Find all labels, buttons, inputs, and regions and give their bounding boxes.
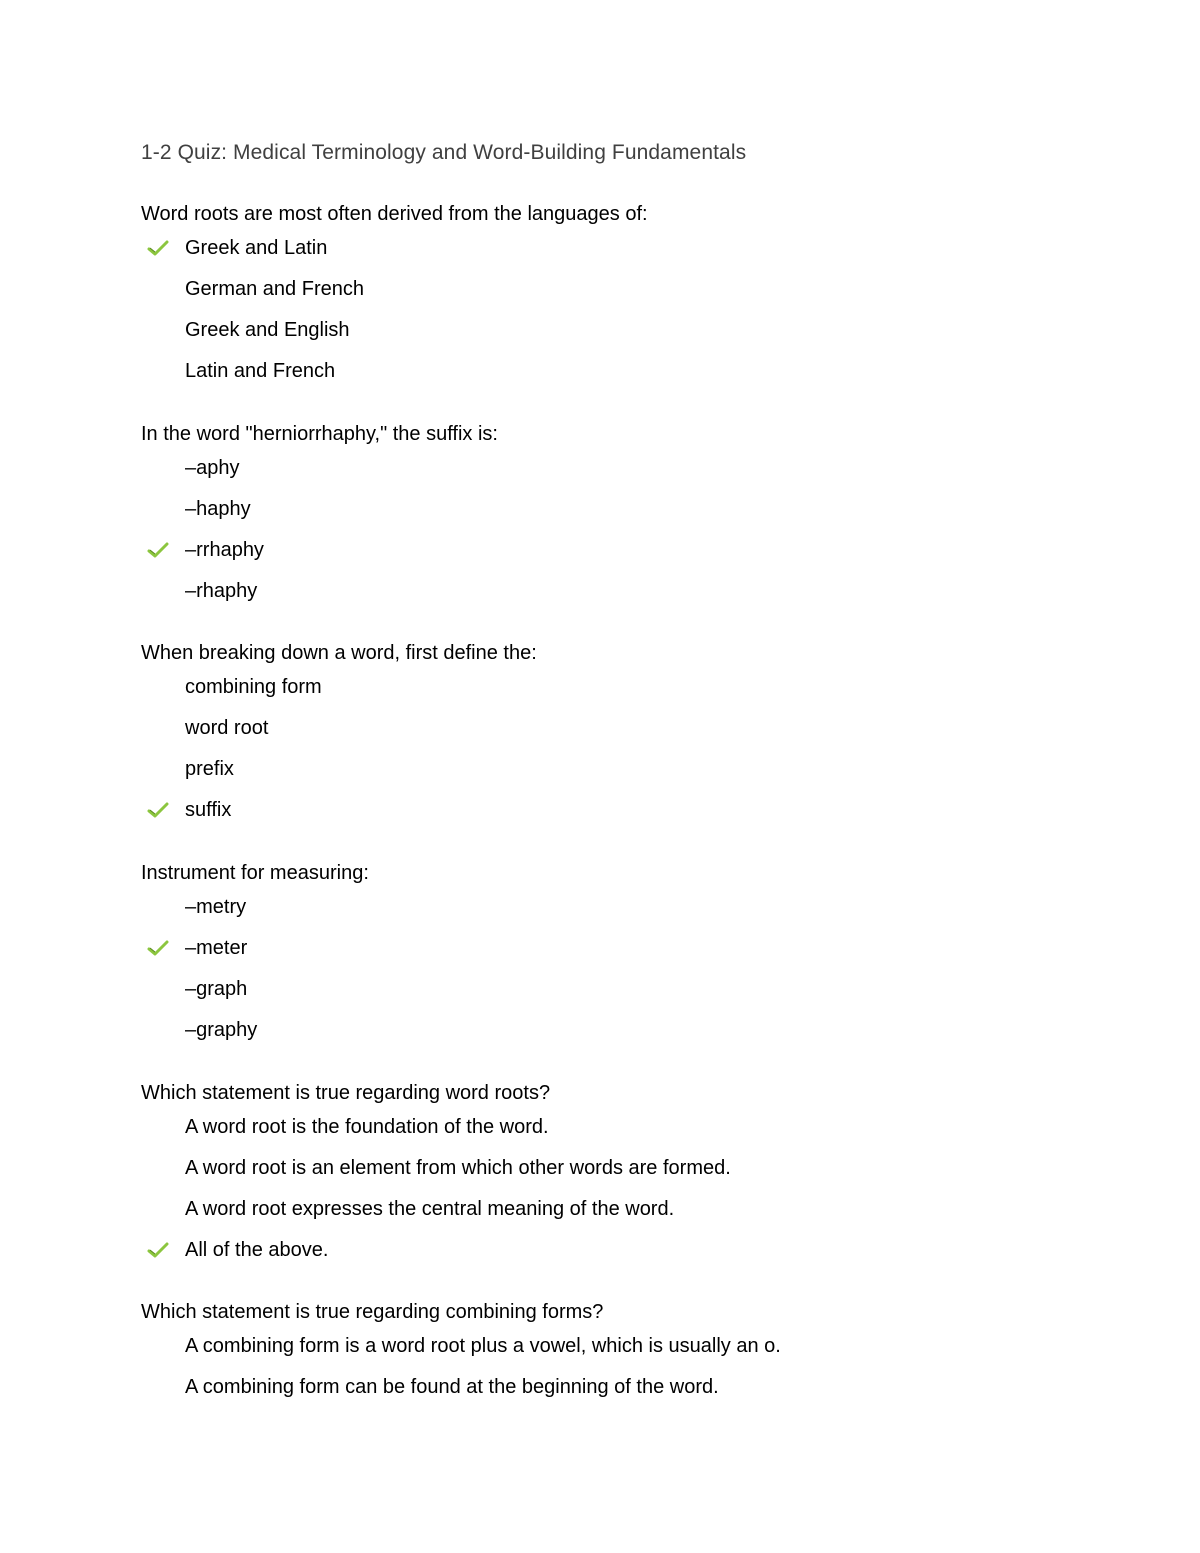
option-item[interactable] (141, 234, 1141, 275)
option-list (141, 1113, 1141, 1277)
checkmark-icon (147, 239, 169, 257)
option-item[interactable] (141, 1113, 1141, 1154)
option-label: A word root is an element from which other words are formed. (185, 1157, 731, 1179)
question-block (141, 859, 1141, 1057)
option-label: suffix (185, 799, 232, 821)
question-block (141, 200, 1141, 398)
option-label: A word root expresses the central meaning of the word. (185, 1198, 675, 1220)
option-label: All of the above. (185, 1239, 329, 1261)
option-item[interactable] (141, 316, 1141, 357)
option-label: A combining form is a word root plus a vowel, which is usually an o. (185, 1335, 781, 1357)
option-item[interactable] (141, 495, 1141, 536)
option-item[interactable] (141, 893, 1141, 934)
option-item[interactable] (141, 934, 1141, 975)
question-block (141, 420, 1141, 618)
option-item[interactable] (141, 673, 1141, 714)
option-item[interactable] (141, 755, 1141, 796)
option-label: –graphy (185, 1019, 258, 1041)
option-label: –aphy (185, 457, 240, 479)
option-label: –rhaphy (185, 580, 258, 602)
option-item[interactable] (141, 454, 1141, 495)
option-label: German and French (185, 278, 364, 300)
checkmark-icon (147, 939, 169, 957)
option-label: word root (185, 717, 269, 739)
option-list (141, 673, 1141, 837)
option-label: Latin and French (185, 360, 336, 382)
question-text: When breaking down a word, first define the: (141, 642, 537, 664)
question-text: Which statement is true regarding combining forms? (141, 1301, 604, 1323)
option-item[interactable] (141, 577, 1141, 618)
option-label: –metry (185, 896, 247, 918)
quiz-title: 1-2 Quiz: Medical Terminology and Word-Building Fundamentals (141, 141, 747, 164)
question-text: Which statement is true regarding word roots? (141, 1082, 551, 1104)
option-item[interactable] (141, 536, 1141, 577)
option-item[interactable] (141, 1195, 1141, 1236)
option-item[interactable] (141, 275, 1141, 316)
option-list (141, 893, 1141, 1057)
checkmark-icon (147, 541, 169, 559)
option-item[interactable] (141, 1236, 1141, 1277)
option-label: Greek and Latin (185, 237, 328, 259)
option-item[interactable] (141, 1016, 1141, 1057)
option-label: prefix (185, 758, 234, 780)
checkmark-icon (147, 1241, 169, 1259)
option-item[interactable] (141, 1373, 1141, 1414)
option-label: A combining form can be found at the beginning of the word. (185, 1376, 719, 1398)
option-item[interactable] (141, 1154, 1141, 1195)
option-label: combining form (185, 676, 322, 698)
question-text: In the word "herniorrhaphy," the suffix is: (141, 423, 498, 445)
option-label: –haphy (185, 498, 251, 520)
checkmark-icon (147, 801, 169, 819)
question-text: Instrument for measuring: (141, 862, 369, 884)
question-block (141, 639, 1141, 837)
option-list (141, 454, 1141, 618)
option-label: –graph (185, 978, 248, 1000)
option-label: Greek and English (185, 319, 350, 341)
option-item[interactable] (141, 357, 1141, 398)
option-label: A word root is the foundation of the word. (185, 1116, 549, 1138)
option-label: –meter (185, 937, 248, 959)
question-text: Word roots are most often derived from the languages of: (141, 203, 648, 225)
option-label: –rrhaphy (185, 539, 264, 561)
option-list (141, 1332, 1141, 1414)
option-item[interactable] (141, 714, 1141, 755)
question-block (141, 1079, 1141, 1277)
option-item[interactable] (141, 1332, 1141, 1373)
option-item[interactable] (141, 796, 1141, 837)
option-item[interactable] (141, 975, 1141, 1016)
option-list (141, 234, 1141, 398)
question-block (141, 1298, 1141, 1414)
